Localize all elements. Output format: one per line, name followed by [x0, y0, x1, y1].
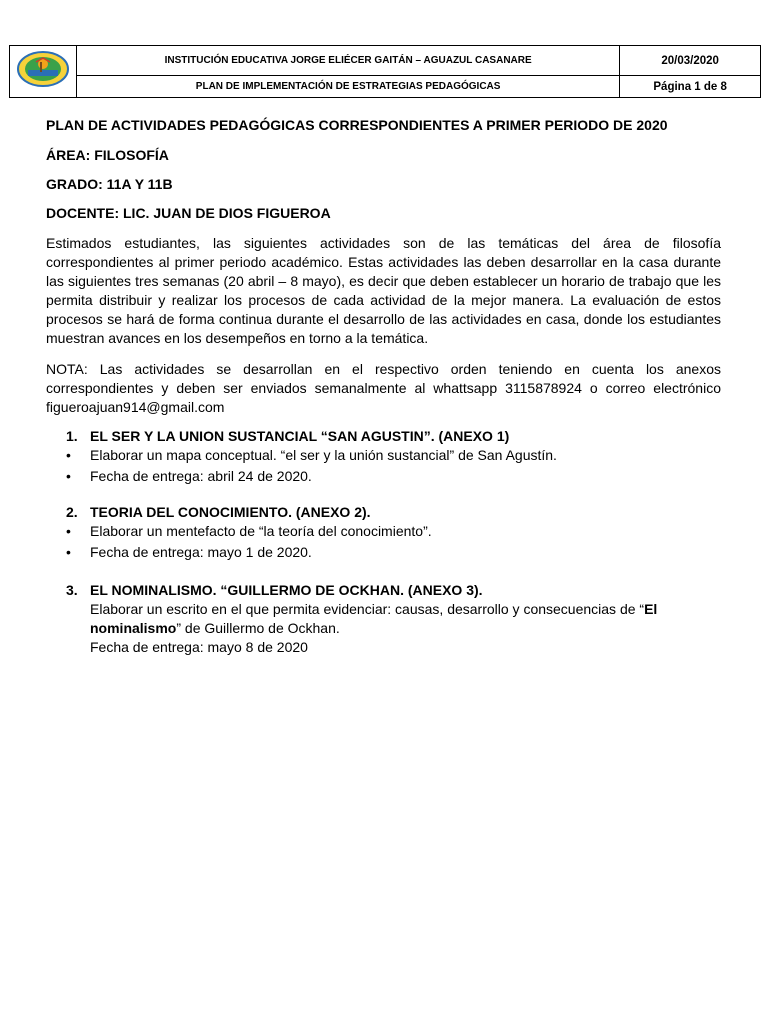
docente-heading: DOCENTE: LIC. JUAN DE DIOS FIGUEROA — [46, 205, 331, 221]
activity-1-title — [66, 428, 509, 444]
activity-due-date: Fecha de entrega: mayo 1 de 2020. — [90, 544, 312, 560]
activity-due-date: Fecha de entrega: mayo 8 de 2020 — [90, 639, 308, 655]
bullet-icon: • — [66, 544, 71, 560]
document-title: PLAN DE ACTIVIDADES PEDAGÓGICAS CORRESPONDIENTES A PRIMER PERIODO DE 2020 — [46, 117, 668, 133]
activity-due-date: Fecha de entrega: abril 24 de 2020. — [90, 468, 312, 484]
document-header — [9, 45, 761, 98]
activity-title-text: EL SER Y LA UNION SUSTANCIAL “SAN AGUSTIN”. (ANEXO 1) — [90, 428, 510, 444]
activity-2-title — [66, 504, 371, 520]
activity-task-emphasis: nominalismo — [90, 620, 177, 636]
grado-heading: GRADO: 11A Y 11B — [46, 176, 173, 192]
activity-number: 1. — [66, 428, 78, 444]
school-crest-icon — [16, 50, 70, 88]
plan-name: PLAN DE IMPLEMENTACIÓN DE ESTRATEGIAS PEDAGÓGICAS — [76, 76, 619, 98]
bullet-icon: • — [66, 523, 71, 539]
activity-task-text: ” de Guillermo de Ockhan. — [176, 620, 340, 636]
activity-title-text: EL NOMINALISMO. “GUILLERMO DE OCKHAN. (ANEXO 3). — [90, 582, 483, 598]
bullet-icon: • — [66, 447, 71, 463]
activity-task-line-1 — [90, 601, 657, 617]
activity-number: 3. — [66, 582, 78, 598]
page-number: Página 1 de 8 — [620, 76, 761, 98]
list-item — [66, 523, 432, 539]
list-item — [66, 468, 312, 484]
logo-cell — [10, 46, 77, 98]
area-heading: ÁREA: FILOSOFÍA — [46, 147, 169, 163]
bullet-icon: • — [66, 468, 71, 484]
activity-task-emphasis: El — [644, 601, 658, 617]
activity-task: Elaborar un mentefacto de “la teoría del conocimiento”. — [90, 523, 432, 539]
activity-task-text: Elaborar un escrito en el que permita evidenciar: causas, desarrollo y consecuencias de “ — [90, 601, 645, 617]
activity-task: Elaborar un mapa conceptual. “el ser y la unión sustancial” de San Agustín. — [90, 447, 557, 463]
institution-name: INSTITUCIÓN EDUCATIVA JORGE ELIÉCER GAITÁN – AGUAZUL CASANARE — [76, 46, 619, 76]
nota-paragraph: NOTA: Las actividades se desarrollan en el respectivo orden teniendo en cuenta los anexos correspondientes y deben ser enviados semanalmente al whattsapp 3115878924 o correo electrónico figueroajuan914@gmail.com — [46, 361, 721, 415]
activity-title-text: TEORIA DEL CONOCIMIENTO. (ANEXO 2). — [90, 504, 371, 520]
list-item — [66, 447, 557, 463]
list-item — [66, 544, 312, 560]
activity-number: 2. — [66, 504, 78, 520]
activity-3-title — [66, 582, 483, 598]
intro-paragraph: Estimados estudiantes, las siguientes actividades son de las temáticas del área de filosofía correspondientes al primer periodo académico. Estas actividades las deben desarrollar en la casa durante las siguientes tres semanas (20 abril – 8 mayo), es decir que deben establecer un horario de trabajo que les permita distribuir y realizar los procesos de cada actividad de la mejor manera. La evaluación de estos procesos se hará de forma continua durante el desarrollo de las actividades en casa, donde los estudiantes muestran avances en los desempeños en torno a la temática. — [46, 235, 721, 346]
document-date: 20/03/2020 — [620, 46, 761, 76]
activity-task-line-2 — [90, 620, 340, 636]
